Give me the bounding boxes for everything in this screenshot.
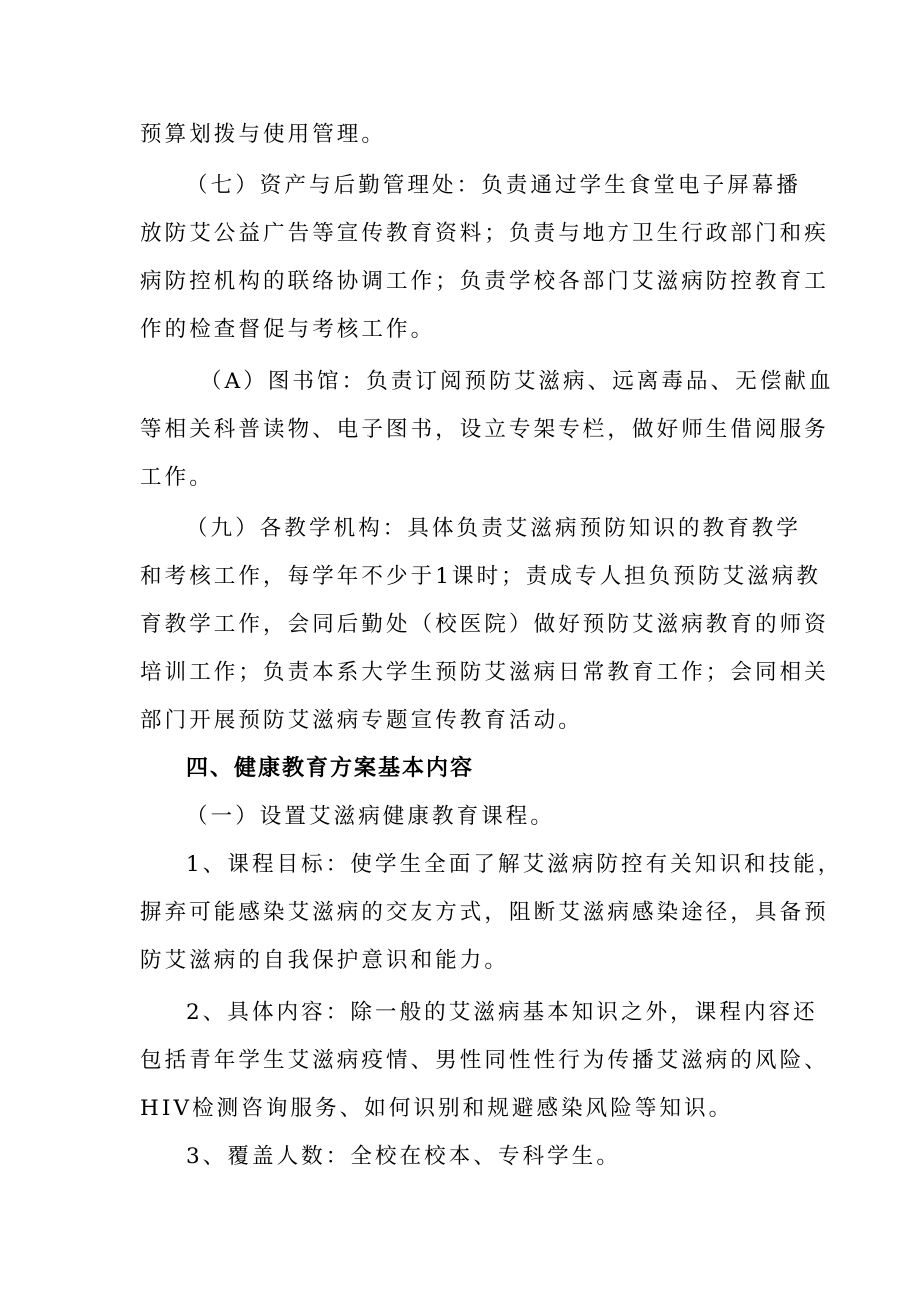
text-line: （九）各教学机构：具体负责艾滋病预防知识的教育教学 <box>186 516 802 541</box>
text-line: 预算划拨与使用管理。 <box>140 122 387 147</box>
text-line: 防艾滋病的自我保护意识和能力。 <box>140 948 510 973</box>
text-line: （A）图书馆：负责订阅预防艾滋病、远离毒品、无偿献血 <box>200 369 834 394</box>
text-line: 病防控机构的联络协调工作；负责学校各部门艾滋病防控教育工 <box>140 269 829 294</box>
section-heading: 四、健康教育方案基本内容 <box>186 756 475 781</box>
text-line: 包括青年学生艾滋病疫情、男性同性性行为传播艾滋病的风险、 <box>140 1048 829 1073</box>
text-line: 2、具体内容：除一般的艾滋病基本知识之外，课程内容还 <box>186 1000 818 1025</box>
text-line: 和考核工作，每学年不少于1课时；责成专人担负预防艾滋病教 <box>140 564 821 589</box>
text-line: 放防艾公益广告等宣传教育资料；负责与地方卫生行政部门和疾 <box>140 221 829 246</box>
text-line: 3、覆盖人数：全校在校本、专科学生。 <box>186 1144 621 1169</box>
text-line: 摒弃可能感染艾滋病的交友方式，阻断艾滋病感染途径，具备预 <box>140 900 829 925</box>
text-line: 作的检查督促与考核工作。 <box>140 317 436 342</box>
text-line: （七）资产与后勤管理处：负责通过学生食堂电子屏幕播 <box>186 173 802 198</box>
text-line: 部门开展预防艾滋病专题宣传教育活动。 <box>140 708 583 733</box>
text-line: 1、课程目标：使学生全面了解艾滋病防控有关知识和技能， <box>186 852 843 877</box>
text-line: （一）设置艾滋病健康教育课程。 <box>186 804 556 829</box>
text-line: 工作。 <box>140 465 214 490</box>
text-line: 育教学工作，会同后勤处（校医院）做好预防艾滋病教育的师资 <box>140 612 829 637</box>
text-line: 等相关科普读物、电子图书，设立专架专栏，做好师生借阅服务 <box>140 417 829 442</box>
text-line: HIV检测咨询服务、如何识别和规避感染风险等知识。 <box>140 1096 734 1121</box>
text-line: 培训工作；负责本系大学生预防艾滋病日常教育工作；会同相关 <box>140 660 829 685</box>
